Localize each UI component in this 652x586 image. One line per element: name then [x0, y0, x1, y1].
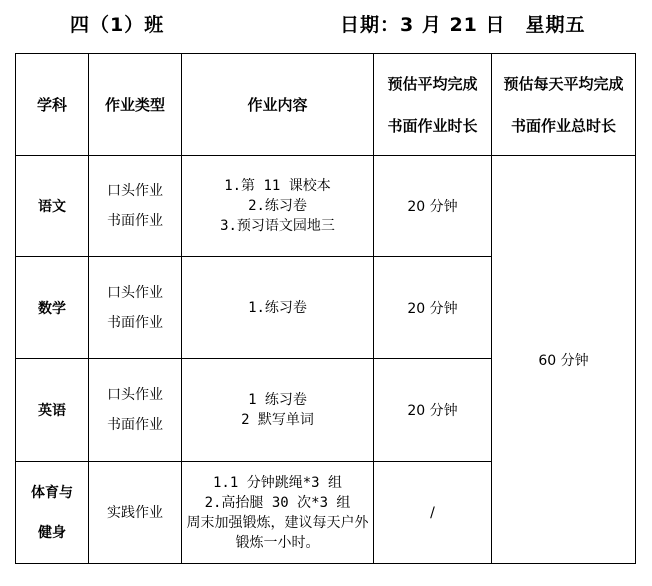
content-line: 2.练习卷: [248, 198, 307, 214]
page-header: [0, 0, 652, 50]
content-line: 1.1 分钟跳绳*3 组: [212, 474, 342, 491]
content-line: 1 练习卷: [248, 392, 307, 408]
type-item: 口头作业: [107, 387, 163, 403]
header-content: 作业内容: [182, 54, 374, 156]
content-cell: [182, 257, 374, 359]
content-line: 2 默写单词: [241, 412, 314, 428]
content-cell: [182, 156, 374, 257]
homework-table: [15, 53, 636, 564]
type-item: 实践作业: [107, 504, 163, 521]
weekday-text: 星期五: [525, 14, 586, 36]
header-avg-time: [374, 54, 492, 156]
subject-line: 健身: [38, 524, 66, 541]
date-text: 日期：3 月 21 日: [340, 14, 506, 36]
subject-cell: 语文: [16, 156, 89, 257]
content-cell: [182, 462, 374, 564]
content-line: 周末加强锻炼，建议每天户外: [186, 514, 369, 531]
subject-cell: 英语: [16, 359, 89, 462]
time-cell: /: [374, 462, 492, 564]
subject-line: 体育与: [31, 484, 73, 501]
table-header-row: [16, 54, 636, 156]
header-avg-time-line1: 预估平均完成: [387, 74, 478, 93]
subject-cell: 数学: [16, 257, 89, 359]
time-cell: 20 分钟: [374, 359, 492, 462]
content-line: 1.第 11 课校本: [224, 178, 331, 194]
type-cell: [89, 359, 182, 462]
table-row: [16, 156, 636, 257]
header-avg-time-line2: 书面作业时长: [387, 116, 478, 135]
type-cell: [89, 462, 182, 564]
time-cell: 20 分钟: [374, 156, 492, 257]
content-cell: [182, 359, 374, 462]
header-type: 作业类型: [89, 54, 182, 156]
type-item: 口头作业: [107, 183, 163, 199]
content-line: 3.预习语文园地三: [220, 218, 335, 234]
type-cell: [89, 156, 182, 257]
content-line: 锻炼一小时。: [235, 534, 320, 551]
type-item: 书面作业: [107, 213, 163, 229]
type-cell: [89, 257, 182, 359]
type-item: 书面作业: [107, 417, 163, 433]
content-line: 2.高抬腿 30 次*3 组: [204, 494, 351, 511]
class-title: 四（1）班: [70, 14, 165, 36]
total-time-cell: 60 分钟: [492, 156, 636, 564]
type-item: 口头作业: [107, 284, 163, 301]
date-title: [340, 10, 586, 37]
header-total-time-line1: 预估每天平均完成: [503, 74, 624, 93]
type-item: 书面作业: [107, 314, 163, 331]
content-line: 1.练习卷: [248, 299, 307, 316]
header-subject: 学科: [16, 54, 89, 156]
time-cell: 20 分钟: [374, 257, 492, 359]
header-total-time-line2: 书面作业总时长: [510, 116, 616, 135]
header-total-time: [492, 54, 636, 156]
subject-cell: [16, 462, 89, 564]
